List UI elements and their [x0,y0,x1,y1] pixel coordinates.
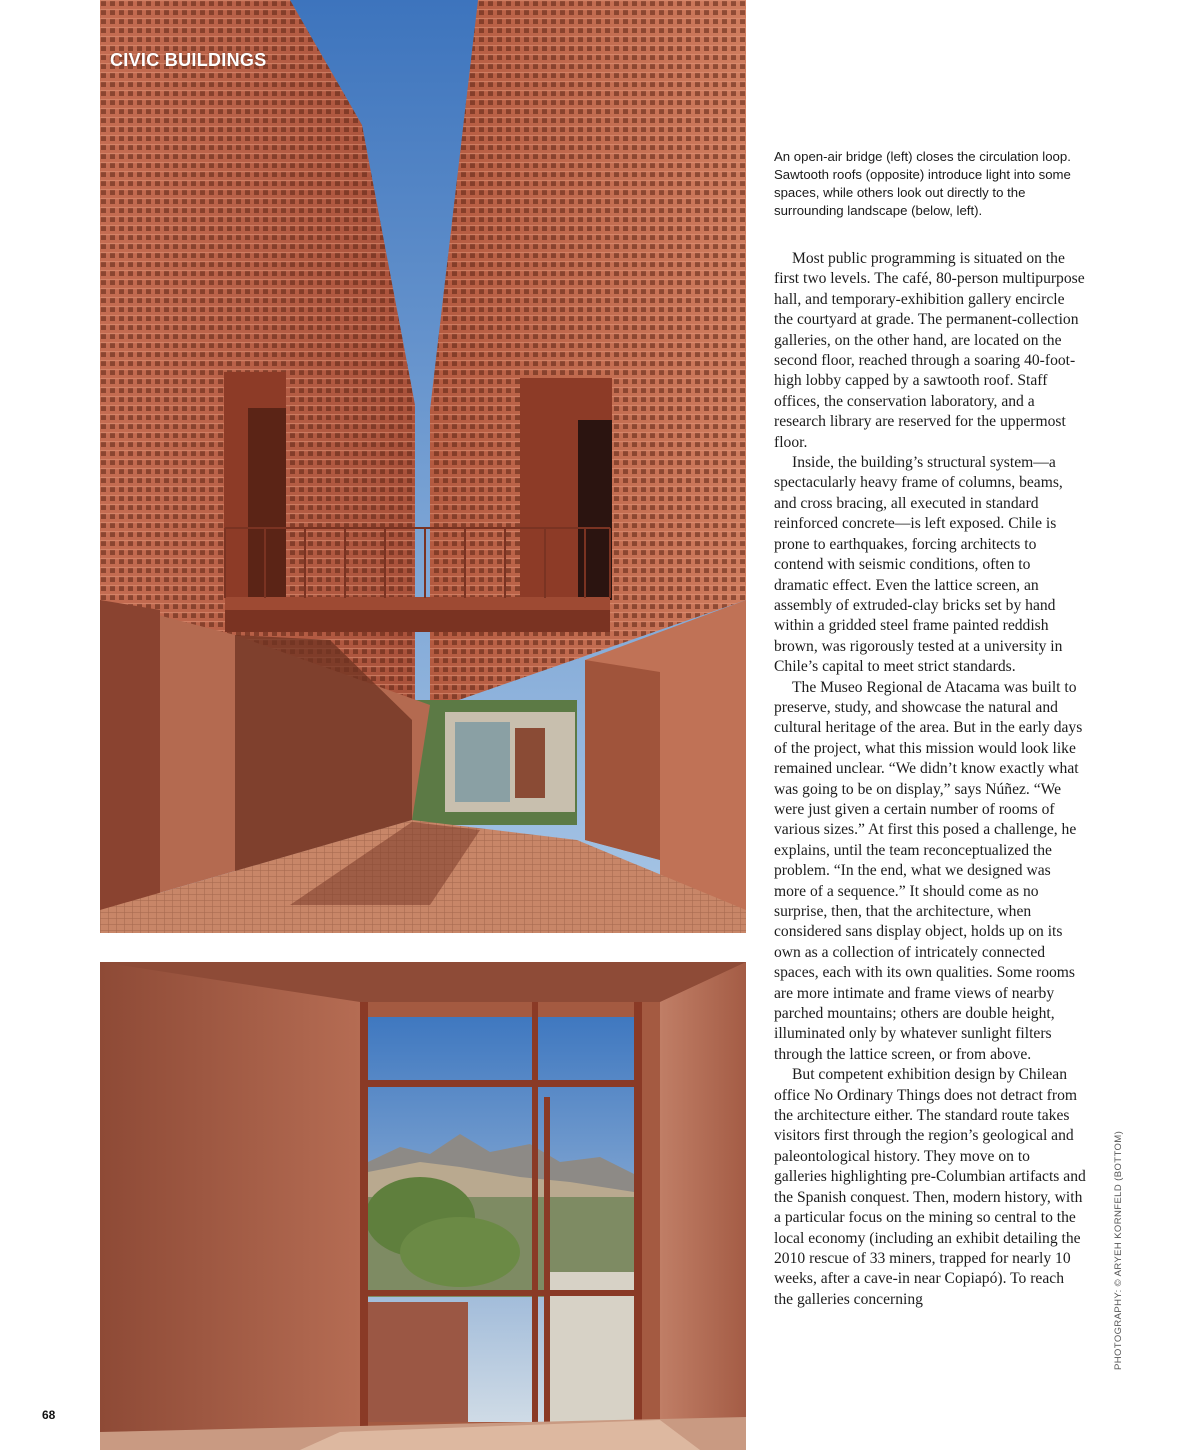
photo-credit: PHOTOGRAPHY: © ARYEH KORNFELD (BOTTOM) [1113,1130,1124,1370]
courtyard-bridge-photo [100,0,746,933]
photo-caption: An open-air bridge (left) closes the circulation loop. Sawtooth roofs (opposite) introduce light into some spaces, while others look out directly to the surrounding landscape (below, left). [774,149,1071,218]
section-label: CIVIC BUILDINGS [110,50,267,70]
body-paragraph-2: Inside, the building’s structural system—a spectacularly heavy frame of columns, beams, and cross bracing, all executed in standard reinforced concrete—is left exposed. Chile is prone to earthquakes, forcing architects to contend with seismic conditions, often to dramatic effect. Even the lattice screen, an assembly of extruded-clay bricks set by hand within a gridded steel frame painted reddish brown, was rigorously tested at a university in Chile’s capital to meet strict standards. [774,454,1063,676]
article-body [774,249,1086,1310]
body-paragraph-3: The Museo Regional de Atacama was built to preserve, study, and showcase the natural and cultural heritage of the area. But in the early days of the project, what this mission would look like remained unclear. “We didn’t know exactly what was going to be on display,” says Núñez. “We were just given a certain number of rooms of various sizes.” At first this posed a challenge, he explains, until the team reconceptualized the problem. “In the end, what we designed was more of a sequence.” It should come as no surprise, then, that the architecture, when considered sans display object, holds up on its own as a collection of intricately connected spaces, each with its own qualities. Some rooms are more intimate and frame views of nearby parched mountains; others are double height, illuminated only by whatever sunlight filters through the lattice screen, or from above. [774,678,1083,1063]
body-paragraph-1: Most public programming is situated on the first two levels. The café, 80-person multipurpose hall, and temporary-exhibition gallery encircle the courtyard at grade. The permanent-collection galleries, on the other hand, are located on the second floor, reached through a soaring 40-foot-high lobby capped by a sawtooth roof. Staff offices, the conservation laboratory, and a research library are reserved for the uppermost floor. [774,250,1085,451]
body-paragraph-4: But competent exhibition design by Chilean office No Ordinary Things does not detract from the architecture either. The standard route takes visitors first through the region’s geological and paleontological history. They move on to galleries highlighting pre-Columbian artifacts and the Spanish conquest. Then, modern history, with a particular focus on the mining so central to the local economy (including an exhibit detailing the 2010 rescue of 33 miners, trapped for nearly 10 weeks, after a cave-in near Copiapó). To reach the galleries concerning [774,1066,1086,1308]
gallery-window-photo [100,962,746,1450]
page-number: 68 [42,1408,56,1422]
